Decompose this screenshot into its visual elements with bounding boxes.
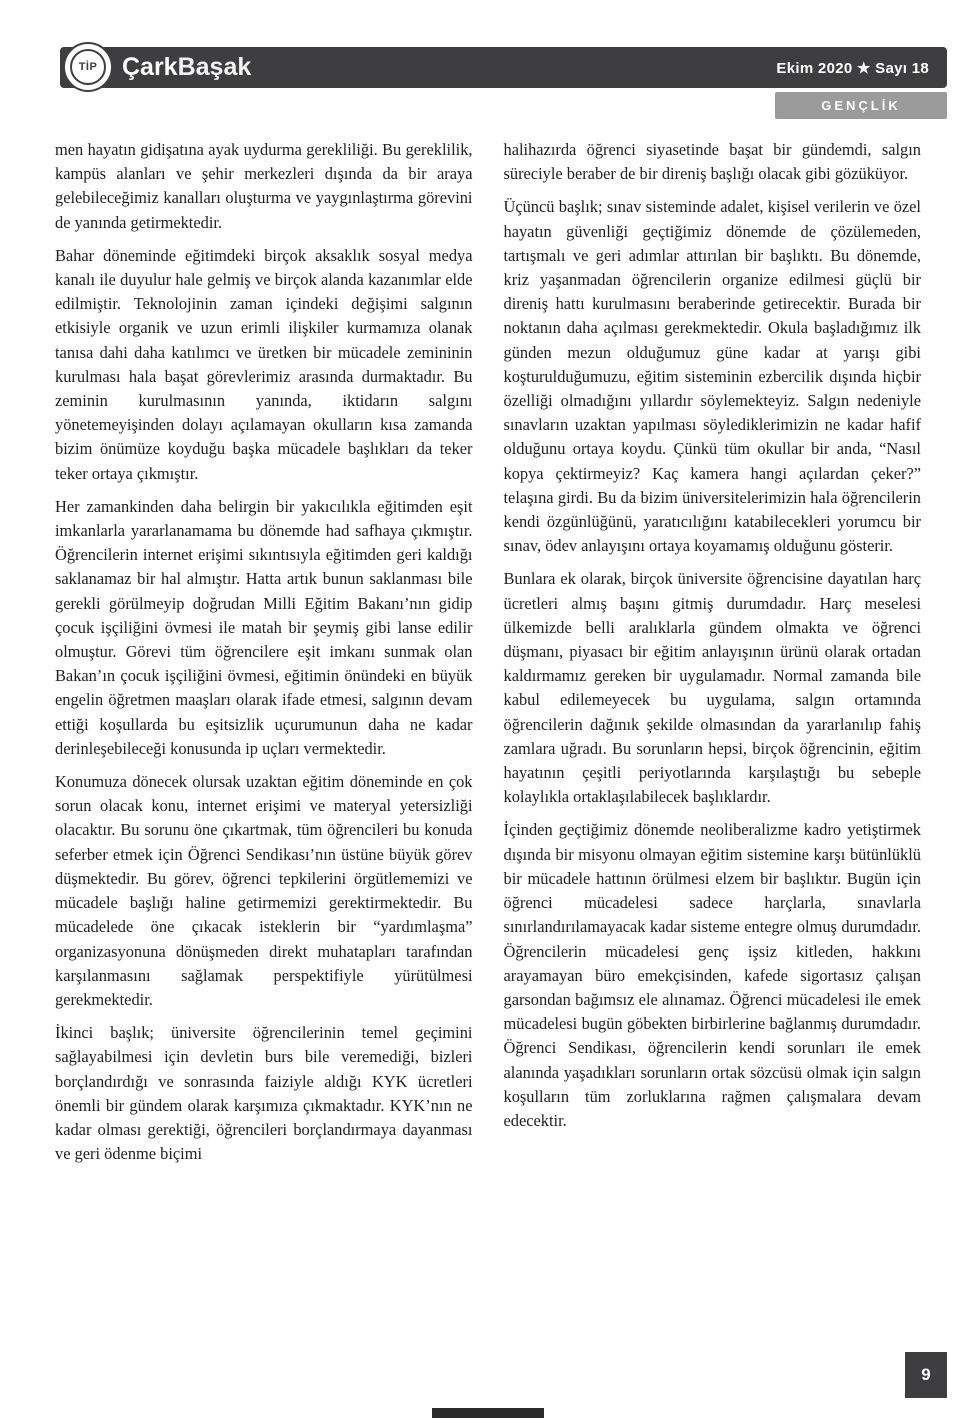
paragraph: Üçüncü başlık; sınav sisteminde adalet, kişisel verilerin ve özel hayatın güvenliği geçtiğimiz dönemde de çözülemeden, tartışmalı ve geri adımlar attırılan bir başlıktı. Bu dönemde, kriz yaşanmadan öğrencilerin organize edilmesi güçlü bir direniş hattı kurulmasını beraberinde getirecektir. Burada bir noktanın daha açılması gerekmektedir. Okula başladığımız ilk günden mezun olduğumuz güne kadar at yarışı gibi koşturulduğumuzu, eğitim sisteminin ezbercilik dışında hiçbir özelliği olmadığını yıllardır söylemekteyiz. Salgın nedeniyle sınavların uzaktan yapılması söylediklerimizin ne kadar hafif olduğunu ortaya koydu. Çünkü tüm okullar bir anda, “Nasıl kopya çektirmeyiz? Kaç kamera hangi açılardan çeker?” telaşına girdi. Bu da bizim üniversitelerimizin hala öğrencilerin kendi özgünlüğünü, yaratıcılığını katabilecekleri yorumcu bir sınav, ödev anlayışını ortaya koyamamış olduğunu gösterir. [503, 197, 921, 556]
paragraph: men hayatın gidişatına ayak uydurma gerekliliği. Bu gereklilik, kampüs alanları ve şehir merkezleri dışında da bir araya gelebileceğimiz kanalları oluşturma ve yaygınlaştırma görevini de yanında getirmektedir. [55, 140, 473, 232]
magazine-title-cark: Çark [122, 53, 178, 81]
paragraph: Her zamankinden daha belirgin bir yakıcılıkla eğitimden eşit imkanlarla yararlanamama bu dönemde had safhaya çıkmıştır. Öğrencilerin internet erişimi sıkıntısıyla eğitimden geri kaldığı saklanamaz bir hal almıştır. Hatta artık bunun saklanması bile gerekli görülmeyip doğrudan Milli Eğitim Bakanı’nın gidip çocuk işçiliğini övmesi ile matah bir şeymiş gibi lanse edilir olmuştur. Görevi tüm öğrencilere eşit imkanı sunmak olan Bakan’ın çocuk işçiliğini övmesi, eğitimin önündeki en büyük engelin öğretmen maaşları olarak ifade etmesi, salgının devam ettiği koşullarda bu eşitsizlik uçurumunun daha ne kadar derinleşebileceği konusunda ip uçları vermektedir. [55, 496, 473, 758]
logo-ring [70, 49, 106, 85]
paragraph: Bahar döneminde eğitimdeki birçok aksaklık sosyal medya kanalı ile duyulur hale gelmiş ve birçok alanda kazanımlar elde edilmiştir. Teknolojinin zaman içindeki değişimi salgının etkisiyle organik ve uzun erimli ilişkiler kurmamıza olanak tanısa dahi daha katılımcı ve üretken bir mücadele zemininin kurulması hala başat görevlerimiz arasında durmaktadır. Bu zeminin kurulmasının yanında, iktidarın salgını yönetemeyişinden dolayı açılamayan okulların kısa zamanda bizim önümüze koyduğu başka mücadele başlıkları da teker teker ortaya çıkmıştır. [55, 245, 473, 483]
issue-info: Ekim 2020 ★ Sayı 18 [776, 59, 929, 77]
paragraph: İçinden geçtiğimiz dönemde neoliberalizme kadro yetiştirmek dışında bir misyonu olmayan eğitim sistemine karşı bütünlüklü bir mücadele hattının örülmesi elzem bir başlıktır. Bugün için öğrenci mücadelesi sadece harçlarla, sınavlarla sınırlandırılamayacak kadar sisteme entegre olmuş durumdadır. Öğrencilerin mücadelesi genç işsiz kitleden, hakkını arayamayan büro emekçisinden, kafede sigortasız çalışan garsondan bağımsız ele alınamaz. Öğrenci mücadelesi ile emek mücadelesi bugün göbekten birbirlerine bağlanmış durumdadır. Öğrenci Sendikası, öğrencilerin kendi sorunları ile emek alanında yaşadıkları sorunların ortak sözcüsü olmak için salgın koşulların tüm zorluklarına rağmen çalışmalara devam edecektir. [503, 820, 921, 1130]
tip-party-logo-icon [63, 42, 113, 92]
paragraph: İkinci başlık; üniversite öğrencilerinin temel geçimini sağlayabilmesi için devletin burs bile veremediği, bizleri borçlandırdığı ve sonrasında faiziyle aldığı KYK ücretleri önemli bir gündem olarak karşımıza çıkmaktadır. KYK’nın ne kadar olması gerektiği, öğrencileri borçlandırmaya dayanması ve geri ödenme biçimi [55, 1023, 473, 1164]
paragraph: halihazırda öğrenci siyasetinde başat bir gündemdi, salgın süreciyle beraber de bir direniş başlığı olacak gibi gözüküyor. [503, 140, 921, 184]
article-column-left [55, 138, 473, 1175]
logo-text: TİP [78, 61, 98, 73]
page-number: 9 [905, 1352, 947, 1398]
paragraph: Konumuza dönecek olursak uzaktan eğitim döneminde en çok sorun olacak konu, internet erişimi ve materyal yetersizliği olacaktır. Bu sorunu öne çıkartmak, tüm öğrencileri bu konuda seferber etmek için Öğrenci Sendikası’nın üstüne büyük görev düşmektedir. Bu görev, öğrenci tepkilerini örgütlememizi ve mücadele başlığı haline getirmemizi gerektirmektedir. Bu mücadelede öne çıkacak isteklerin bir “yardımlaşma” organizasyonuna dönüşmeden direkt muhatapları tarafından karşılanmasını sağlamak perspektifiyle yürütülmesi gerekmektedir. [55, 772, 473, 1009]
magazine-title-basak: Başak [177, 53, 252, 81]
article-body [55, 138, 921, 1175]
paragraph: Bunlara ek olarak, birçok üniversite öğrencisine dayatılan harç ücretleri almış başını gitmiş durumdadır. Harç meselesi ülkemizde belli aralıklarla gündem olmakta ve öğrenci düşmanı, piyasacı bir eğitim anlayışının ürünü olarak ortadan kaldırmamız gereken bir uygulamadır. Normal zamanda bile kabul edilemeyecek bu uygulama, salgın ortamında öğrencilerin dağınık şekilde olmasından da yararlanılıp fahiş zamlara uğradı. Bu sorunların hepsi, birçok öğrencinin, eğitim hayatının çeşitli periyotlarında karşılaştığı bu sebeple kolaylıkla ortaklaşılabilecek başlıklardır. [503, 569, 921, 807]
article-column-right [504, 138, 922, 1175]
section-badge: GENÇLİK [775, 92, 947, 119]
magazine-header-bar [60, 47, 947, 88]
footer-mark [432, 1408, 544, 1418]
magazine-title [122, 55, 251, 80]
